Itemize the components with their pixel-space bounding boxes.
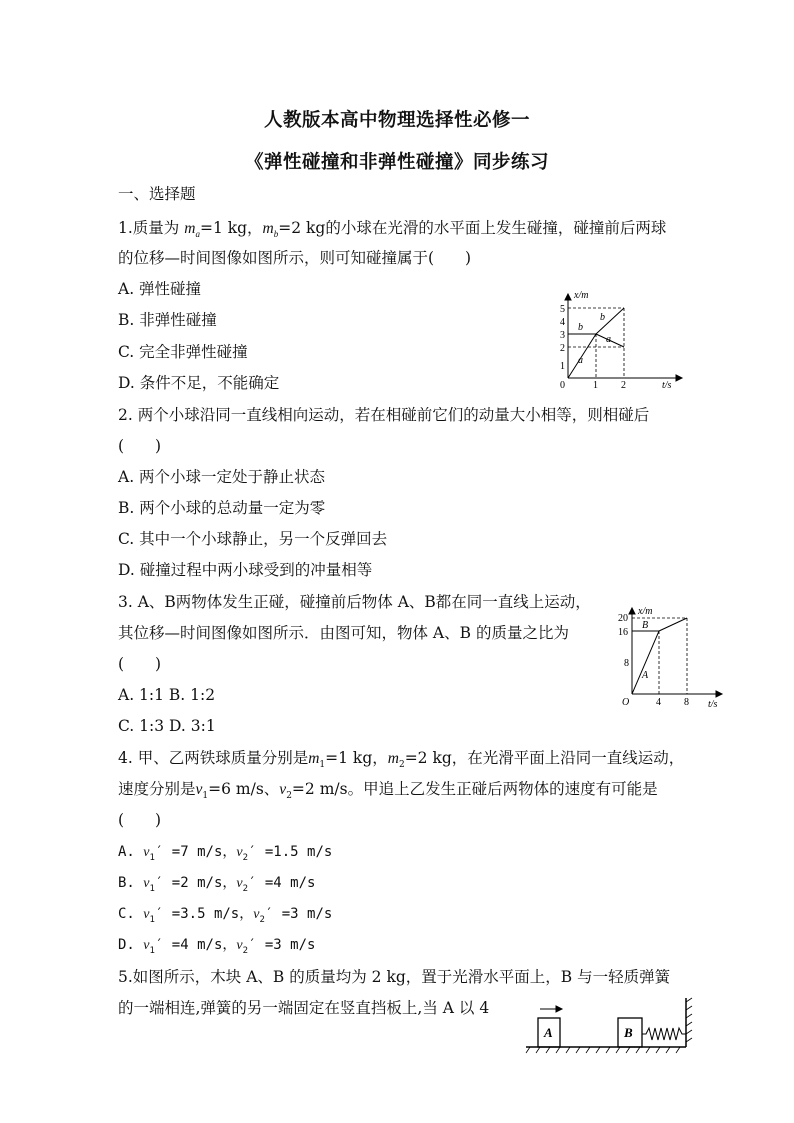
q1-option-c: C. 完全非弹性碰撞 [118,343,248,361]
v1-symbol: v [195,781,203,798]
q2-option-b: B. 两个小球的总动量一定为零 [118,499,326,517]
q4-b-prefix: B. [118,875,135,891]
mb-subscript: b [273,229,279,240]
q1-label-b-after: b [600,312,605,323]
q1-y-arrow [565,294,571,300]
q3-ytick-16: 16 [618,627,628,638]
q3-options-ab: A. 1:1 B. 1:2 [118,686,216,704]
q1-ytick-1: 1 [560,361,565,372]
q3-ytick-20: 20 [618,613,628,624]
q4-a-prefix: A. [118,844,135,860]
q3-line-a-before [632,631,659,694]
q4-b-v2-val: ′ =4 m/s [248,875,316,891]
q3-xlabel: t/s [708,699,718,708]
v2-subscript: 2 [286,791,292,802]
q4-a-v2-val: ′ =1.5 m/s [248,844,333,860]
spring [642,1028,686,1040]
q3-x-arrow [716,691,722,697]
v2-value: =2 m/s。甲追上乙发生正碰后两物体的速度有可能是 [291,780,658,798]
q4-c-v2-sub: 2 [259,914,265,925]
q3-line-after [659,618,687,631]
q4-c-prefix: C. [118,906,135,922]
m2-value: =2 kg，在光滑平面上沿同一直线运动， [404,749,685,767]
q1-xtick-2: 2 [621,380,626,390]
q1-xlabel: t/s [662,380,672,390]
q4-d-v1: v [143,938,150,953]
q5-blocks-spring-figure [522,992,702,1058]
q3-line-1: 3. A、B两物体发生正碰，碰撞前后物体 A、B都在同一直线上运动， [118,593,591,611]
block-a-label: A [544,1025,553,1040]
q4-line-3: ( ) [118,811,162,829]
q4-d-v1-val: ′ =4 m/s， [154,937,237,953]
v1-subscript: 1 [202,791,209,802]
q4-option-b [118,873,315,899]
q5-line-2: 的一端相连,弹簧的另一端固定在竖直挡板上,当 A 以 4 [118,999,490,1017]
q2-line-1: 2. 两个小球沿同一直线相向运动，若在相碰前它们的动量大小相等，则相碰后 [118,406,650,424]
q4-a-v1-val: ′ =7 m/s， [154,844,237,860]
q3-line-2: 其位移—时间图像如图所示．由图可知，物体 A、B 的质量之比为 [118,624,569,642]
m1-subscript: 1 [319,760,326,771]
q1-origin: 0 [560,380,565,390]
m2-subscript: 2 [398,760,405,771]
q3-options-cd: C. 1:3 D. 3:1 [118,717,216,735]
m1-symbol: m [308,750,320,767]
q3-xtick-8: 8 [684,697,689,708]
ma-subscript: a [195,229,200,240]
q1-line-1 [118,218,666,244]
q4-text-a: 4. 甲、乙两铁球质量分别是 [118,749,309,767]
q4-text-b: 速度分别是 [118,780,196,798]
q4-c-v2-val: ′ =3 m/s [264,906,333,922]
q3-label-b: B [642,620,649,631]
velocity-arrowhead [556,1006,562,1012]
q1-ytick-5: 5 [560,304,565,315]
q4-c-v1-sub: 1 [149,914,155,925]
q1-option-b: B. 非弹性碰撞 [118,311,217,329]
block-b-label: B [624,1025,633,1040]
q4-c-v2: v [253,907,260,922]
q1-option-a: A. 弹性碰撞 [118,280,202,298]
q3-line-3: ( ) [118,655,162,673]
q3-ytick-8: 8 [624,658,629,669]
q4-line-1 [118,748,684,775]
title-line-1: 人教版本高中物理选择性必修一 [263,110,530,131]
q4-d-v2-val: ′ =3 m/s [248,937,316,953]
q3-y-arrow [629,608,635,614]
q1-ylabel: x/m [574,290,589,301]
ma-symbol: m [184,220,196,237]
q4-c-v1-val: ′ =3.5 m/s， [154,906,254,922]
q3-xtick-4: 4 [656,697,661,708]
q1-option-d: D. 条件不足，不能确定 [118,374,280,392]
q1-line-2: 的位移—时间图像如图所示，则可知碰撞属于( ) [118,249,472,267]
q1-text-b: 的小球在光滑的水平面上发生碰撞，碰撞前后两球 [325,219,667,237]
v2-symbol: v [279,781,287,798]
q1-label-a-before: a [578,355,583,366]
q3-label-a: A [642,670,649,681]
q4-b-v2: v [236,876,243,891]
q4-d-prefix: D. [118,937,135,953]
q4-b-v1-val: ′ =2 m/s， [154,875,237,891]
q1-number: 1. [118,219,133,237]
wall-hatching [686,998,692,1042]
q4-d-v2: v [236,938,243,953]
q4-b-v2-sub: 2 [242,883,249,894]
title-line-2: 《弹性碰撞和非弹性碰撞》同步练习 [244,152,549,173]
q4-b-v1: v [143,876,150,891]
q4-c-v1: v [143,907,150,922]
q4-a-v1: v [143,845,150,860]
q1-label-b-before: b [578,322,583,333]
q1-ytick-2: 2 [560,343,565,354]
q1-ytick-3: 3 [560,330,565,341]
q3-ylabel: x/m [638,606,653,617]
m2-symbol: m [387,750,399,767]
q3-origin: O [622,697,630,708]
q4-option-d [118,935,315,961]
q1-xtick-1: 1 [593,380,598,390]
q2-option-c: C. 其中一个小球静止，另一个反弹回去 [118,530,388,548]
ma-value: =1 kg， [199,219,263,237]
q2-option-d: D. 碰撞过程中两小球受到的冲量相等 [118,561,373,579]
q4-option-a [118,842,332,868]
q4-line-2 [118,779,658,806]
q2-line-2: ( ) [118,437,162,455]
section-heading: 一、选择题 [118,185,196,203]
q4-a-v1-sub: 1 [149,852,155,863]
v1-value: =6 m/s、 [208,780,280,798]
q1-text-a: 质量为 [132,219,180,237]
q4-b-v1-sub: 1 [149,883,155,894]
mb-symbol: m [262,220,274,237]
q5-line-1: 5.如图所示，木块 A、B 的质量均为 2 kg，置于光滑水平面上，B 与一轻质弹簧 [118,968,671,986]
q4-a-v2-sub: 2 [242,852,249,863]
q1-x-arrow [676,375,682,381]
q1-xt-graph [548,290,688,390]
mb-value: =2 kg [278,219,326,237]
floor-hatching [526,1047,680,1053]
q1-label-a-after: a [606,334,611,345]
q4-a-v2: v [236,845,243,860]
q2-option-a: A. 两个小球一定处于静止状态 [118,468,326,486]
m1-value: =1 kg， [325,749,388,767]
q4-option-c [118,904,332,930]
q4-d-v2-sub: 2 [242,945,249,956]
q3-xt-graph [612,606,732,708]
q4-d-v1-sub: 1 [149,945,155,956]
q1-ytick-4: 4 [560,317,565,328]
